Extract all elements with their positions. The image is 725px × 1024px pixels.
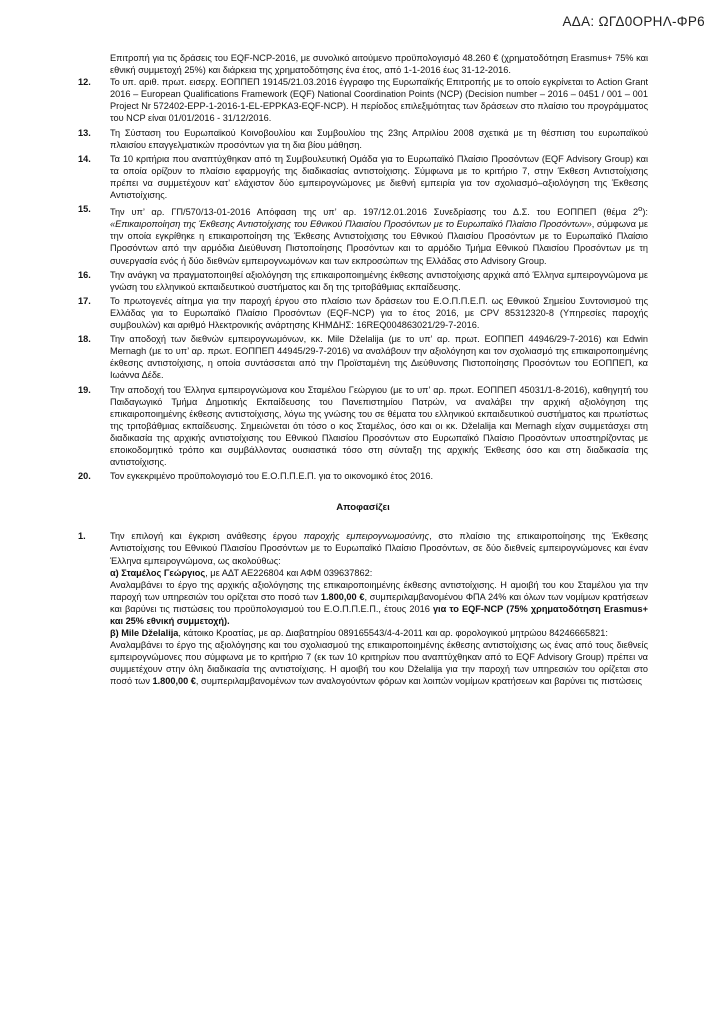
- decision-intro: Την επιλογή και έγκριση ανάθεσης έργου παροχής εμπειρογνωμοσύνης, στο πλαίσιο της επικαιροποίησης της Έκθεσης Αντιστοίχισης του Εθνικού Πλαισίου Προσόντων με το Ευρωπαϊκό Πλαίσιο Προσόντων, σε δύο διεθνείς εμπειρογνώμονες και έναν Έλληνα εμπειρογνώμονα, ως ακολούθως:: [110, 531, 648, 566]
- list-item-15: [78, 203, 648, 267]
- ada-code: ΑΔΑ: ΩΓΔ0ΟΡΗΛ-ΦΡ6: [562, 14, 705, 29]
- expert-a-info: , με ΑΔΤ ΑΕ226804 και ΑΦΜ 039637862:: [205, 567, 373, 578]
- item-number: 14.: [78, 153, 91, 164]
- decision-item-1: [78, 530, 648, 687]
- item-number: 20.: [78, 471, 91, 482]
- item-text: Τη Σύσταση του Ευρωπαϊκού Κοινοβουλίου και Συμβουλίου της 23ης Απριλίου 2008 σχετικά με τη θέσπιση του ευρωπαϊκού πλαισίου επαγγελματικών προσόντων για τη δια βίου μάθηση.: [110, 127, 648, 150]
- item-text: Την αποδοχή του Έλληνα εμπειρογνώμονα κου Σταμέλου Γεώργιου (με το υπ’ αρ. πρωτ. ΕΟΠΠΕΠ 45031/1-8-2016), καθηγητή του Παιδαγωγικό Τμήμα Δημοτικής Εκπαίδευσης του Πανεπιστημίου Πατρών, να αναλάβει την αρχική αξιολόγηση της επικαιροποιημένης έκθεσης αντιστοίχισης, λόγω της γνώσης του σε θέματα του ελληνικού εκπαιδευτικού συστήματος και πρωτίστως της τριτοβάθμιας εκπαίδευσης. Σημειώνεται ότι τόσο ο κος Σταμέλος, όσο και οι κκ. Dželalija και Mernagh είχαν συμμετάσχει στη διαδικασία της αρχικής αντιστοίχισης του Εθνικού Πλαισίου Προσόντων στο Ευρωπαϊκό Πλαίσιο Προσόντων υποστηρίζοντας με εποικοδομητικό τρόπο και συμβάλλοντας ουσιαστικά τόσο στη σύνταξη της αρχικής Έκθεσης όσο και στη διαδικασία της αντιστοίχισης.: [110, 384, 648, 468]
- expert-b-amount: 1.800,00 €: [152, 676, 196, 687]
- expert-b-name: β) Mile Dželalija: [110, 628, 179, 639]
- item-number: 12.: [78, 77, 91, 88]
- ordinal-superscript: ο: [638, 204, 643, 214]
- list-item-14: [78, 153, 648, 201]
- item-number: 13.: [78, 127, 91, 138]
- item-text: Το πρωτογενές αίτημα για την παροχή έργου στο πλαίσιο των δράσεων του Ε.Ο.Π.Π.Ε.Π. ως Εθνικού Σημείου Συντονισμού της Ελλάδας για το Ευρωπαϊκό Πλαίσιο Προσόντων (EQF-NCP) για το έτος 2016, με CPV 85312320-8 (Υπηρεσίες παροχής συμβουλών) και αριθμό Ηλεκτρονικής ανάρτησης ΚΗΜΔΗΣ: 16REQ004863021/29-7-2016.: [110, 295, 648, 331]
- item-text: Το υπ. αριθ. πρωτ. εισερχ. ΕΟΠΠΕΠ 19145/21.03.2016 έγγραφο της Ευρωπαϊκής Επιτροπής με το οποίο εγκρίνεται το Action Grant 2016 – European Qualifications Framework (EQF) National Coordination Points (NCP) (Decision number – 2016 – 0451 / 001 – 001 Project Nr 572402-EPP-1-2016-1-EL-EPPKA3-EQF-NCP). Η περίοδος επιλεξιμότητας των δράσεων στο πλαίσιο του προγράμματος του NCP είναι 01/01/2016 - 31/12/2016.: [110, 77, 648, 124]
- item-number: 15.: [78, 204, 91, 215]
- list-item-19: [78, 384, 648, 469]
- expert-a-funding: για το EQF-NCP (75% χρηματοδότηση Erasmus+ και 25% εθνική συμμετοχή).: [110, 603, 648, 626]
- list-item-17: [78, 295, 648, 331]
- decision-title-italic: «Επικαιροποίηση της Έκθεσης Αντιστοίχισης του Εθνικού Πλαισίου Προσόντων με το Ευρωπαϊκό Πλαίσιο Προσόντων»: [110, 219, 592, 230]
- expertise-italic: παροχής εμπειρογνωμοσύνης: [303, 531, 430, 542]
- decision-heading: Αποφασίζει: [336, 502, 390, 514]
- expert-a-name: α) Σταμέλος Γεώργιος: [110, 567, 206, 578]
- item-text: Την αποδοχή των διεθνών εμπειρογνωμόνων, κκ. Mile Dželalija (με το υπ’ αρ. πρωτ. ΕΟΠΠΕΠ 44946/29-7-2016) και Edwin Mernagh (με το υπ’ αρ. πρωτ. ΕΟΠΠΕΠ 44945/29-7-2016) να αναλάβουν την αξιολόγηση και τον σχολιασμό της επικαιροποιημένης έκθεσης αντιστοίχισης, η οποία συντάσσεται από την Προϊσταμένη της Διεύθυνσης Πιστοποίησης Προσόντων του ΕΟΠΠΕΠ, κα Ιωάννα Δέδε.: [110, 334, 648, 381]
- expert-a-amount: 1.800,00 €: [320, 591, 365, 602]
- list-item-12: [78, 76, 648, 124]
- list-item-20: [78, 470, 648, 482]
- item-text-post: , σύμφωνα με την οποία εγκρίθηκε η επικαιροποίηση της Έκθεσης Αντιστοίχισης του Εθνικού Πλαισίου Προσόντων με το Ευρωπαϊκό Πλαίσιο Προσόντων από την αρμόδια Διεύθυνση Πιστοποίησης Προσόντων και το αρμόδιο Τμήμα Εθνικού Πλαισίου Προσόντων με τη συνεργασία ενός ή δύο διεθνών εμπειρογνωμόνων και των εκπροσώπων της Ελλάδας στο Advisory Group.: [110, 219, 649, 266]
- item-text-mid: ):: [642, 207, 648, 218]
- item-number: 1.: [78, 531, 86, 542]
- item-number: 18.: [78, 334, 91, 345]
- expert-a-text: Αναλαμβάνει το έργο της αρχικής αξιολόγησης της επικαιροποιημένης έκθεσης αντιστοίχισης. Η αμοιβή του κου Σταμέλου για την παροχή των υπηρεσιών του ορίζεται στο ποσό των 1.800,00 €, συμπεριλαμβανομένου ΦΠΑ 24% και όλων των νομίμων κρατήσεων και βαρύνει τις πιστώσεις του προϋπολογισμού του Ε.Ο.Π.Π.Ε.Π., έτους 2016 για το EQF-NCP (75% χρηματοδότηση Erasmus+ και 25% εθνική συμμετοχή).: [110, 579, 649, 626]
- item-text: Την ανάγκη να πραγματοποιηθεί αξιολόγηση της επικαιροποιημένης έκθεσης αντιστοίχισης αρχικά από Έλληνα εμπειρογνώμονα με γνώση του ελληνικού εκπαιδευτικού συστήματος και δη της τριτοβάθμιας εκπαίδευσης.: [110, 269, 648, 292]
- expert-b-text: Αναλαμβάνει το έργο της αξιολόγησης και του σχολιασμού της επικαιροποιημένης έκθεσης αντιστοίχισης ως ένας από τους διεθνείς εμπειρογνώμονες που σύμφωνα με το κριτήριο 7 (εκ των 10 κριτηρίων που αναπτύχθηκαν από το EQF Advisory Group) πρέπει να συμμετέχουν στην όλη διαδικασία της αντιστοίχισης. Η αμοιβή του κου Dželalija για την παροχή των υπηρεσιών του ορίζεται στο ποσό των 1.800,00 €, συμπεριλαμβανομένων των αναλογούντων φόρων και λοιπών νομίμων κρατήσεων και βαρύνει τις πιστώσεις: [110, 640, 648, 687]
- expert-a-header: [110, 567, 648, 579]
- item-number: 19.: [78, 384, 91, 395]
- item-text: Τα 10 κριτήρια που αναπτύχθηκαν από τη Συμβουλευτική Ομάδα για το Ευρωπαϊκό Πλαίσιο Προσόντων (EQF Advisory Group) και τα οποία ορίζουν το πλαίσιο εφαρμογής της διαδικασίας αντιστοίχισης. Σύμφωνα με το κριτήριο 7, στην Έκθεση Αντιστοίχισης πρέπει να συμμετέχουν κατ’ ελάχιστον δύο εμπειρογνώμονες με διεθνή εμπειρία για τον σχολιασμό–αξιολόγηση της Έκθεσης Αντιστοίχισης.: [110, 153, 648, 201]
- continuation-paragraph: Επιτροπή για τις δράσεις του EQF-NCP-2016, με συνολικό αιτούμενο προϋπολογισμό 48.260 € (χρηματοδότηση Erasmus+ 75% και εθνική συμμετοχή 25%) και διάρκεια της χρηματοδότησης ένα έτος, από 1-1-2016 έως 31-12-2016.: [110, 53, 648, 76]
- list-item-16: [78, 269, 648, 293]
- item-number: 16.: [78, 269, 91, 280]
- item-number: 17.: [78, 295, 91, 306]
- list-item-13: [78, 127, 648, 151]
- document-body: [78, 52, 648, 690]
- item-text: Τον εγκεκριμένο προϋπολογισμό του Ε.Ο.Π.Π.Ε.Π. για το οικονομικό έτος 2016.: [110, 471, 434, 482]
- list-item-18: [78, 333, 648, 381]
- expert-b-info: , κάτοικο Κροατίας, με αρ. Διαβατηρίου 089165543/4-4-2011 και αρ. φορολογικού μητρώου 84246665821:: [178, 628, 608, 639]
- item-text-pre: Την υπ’ αρ. ΓΠ/570/13-01-2016 Απόφαση της υπ’ αρ. 197/12.01.2016 Συνεδρίασης του Δ.Σ. του ΕΟΠΠΕΠ (θέμα 2: [110, 207, 639, 218]
- expert-b-header: [110, 627, 648, 639]
